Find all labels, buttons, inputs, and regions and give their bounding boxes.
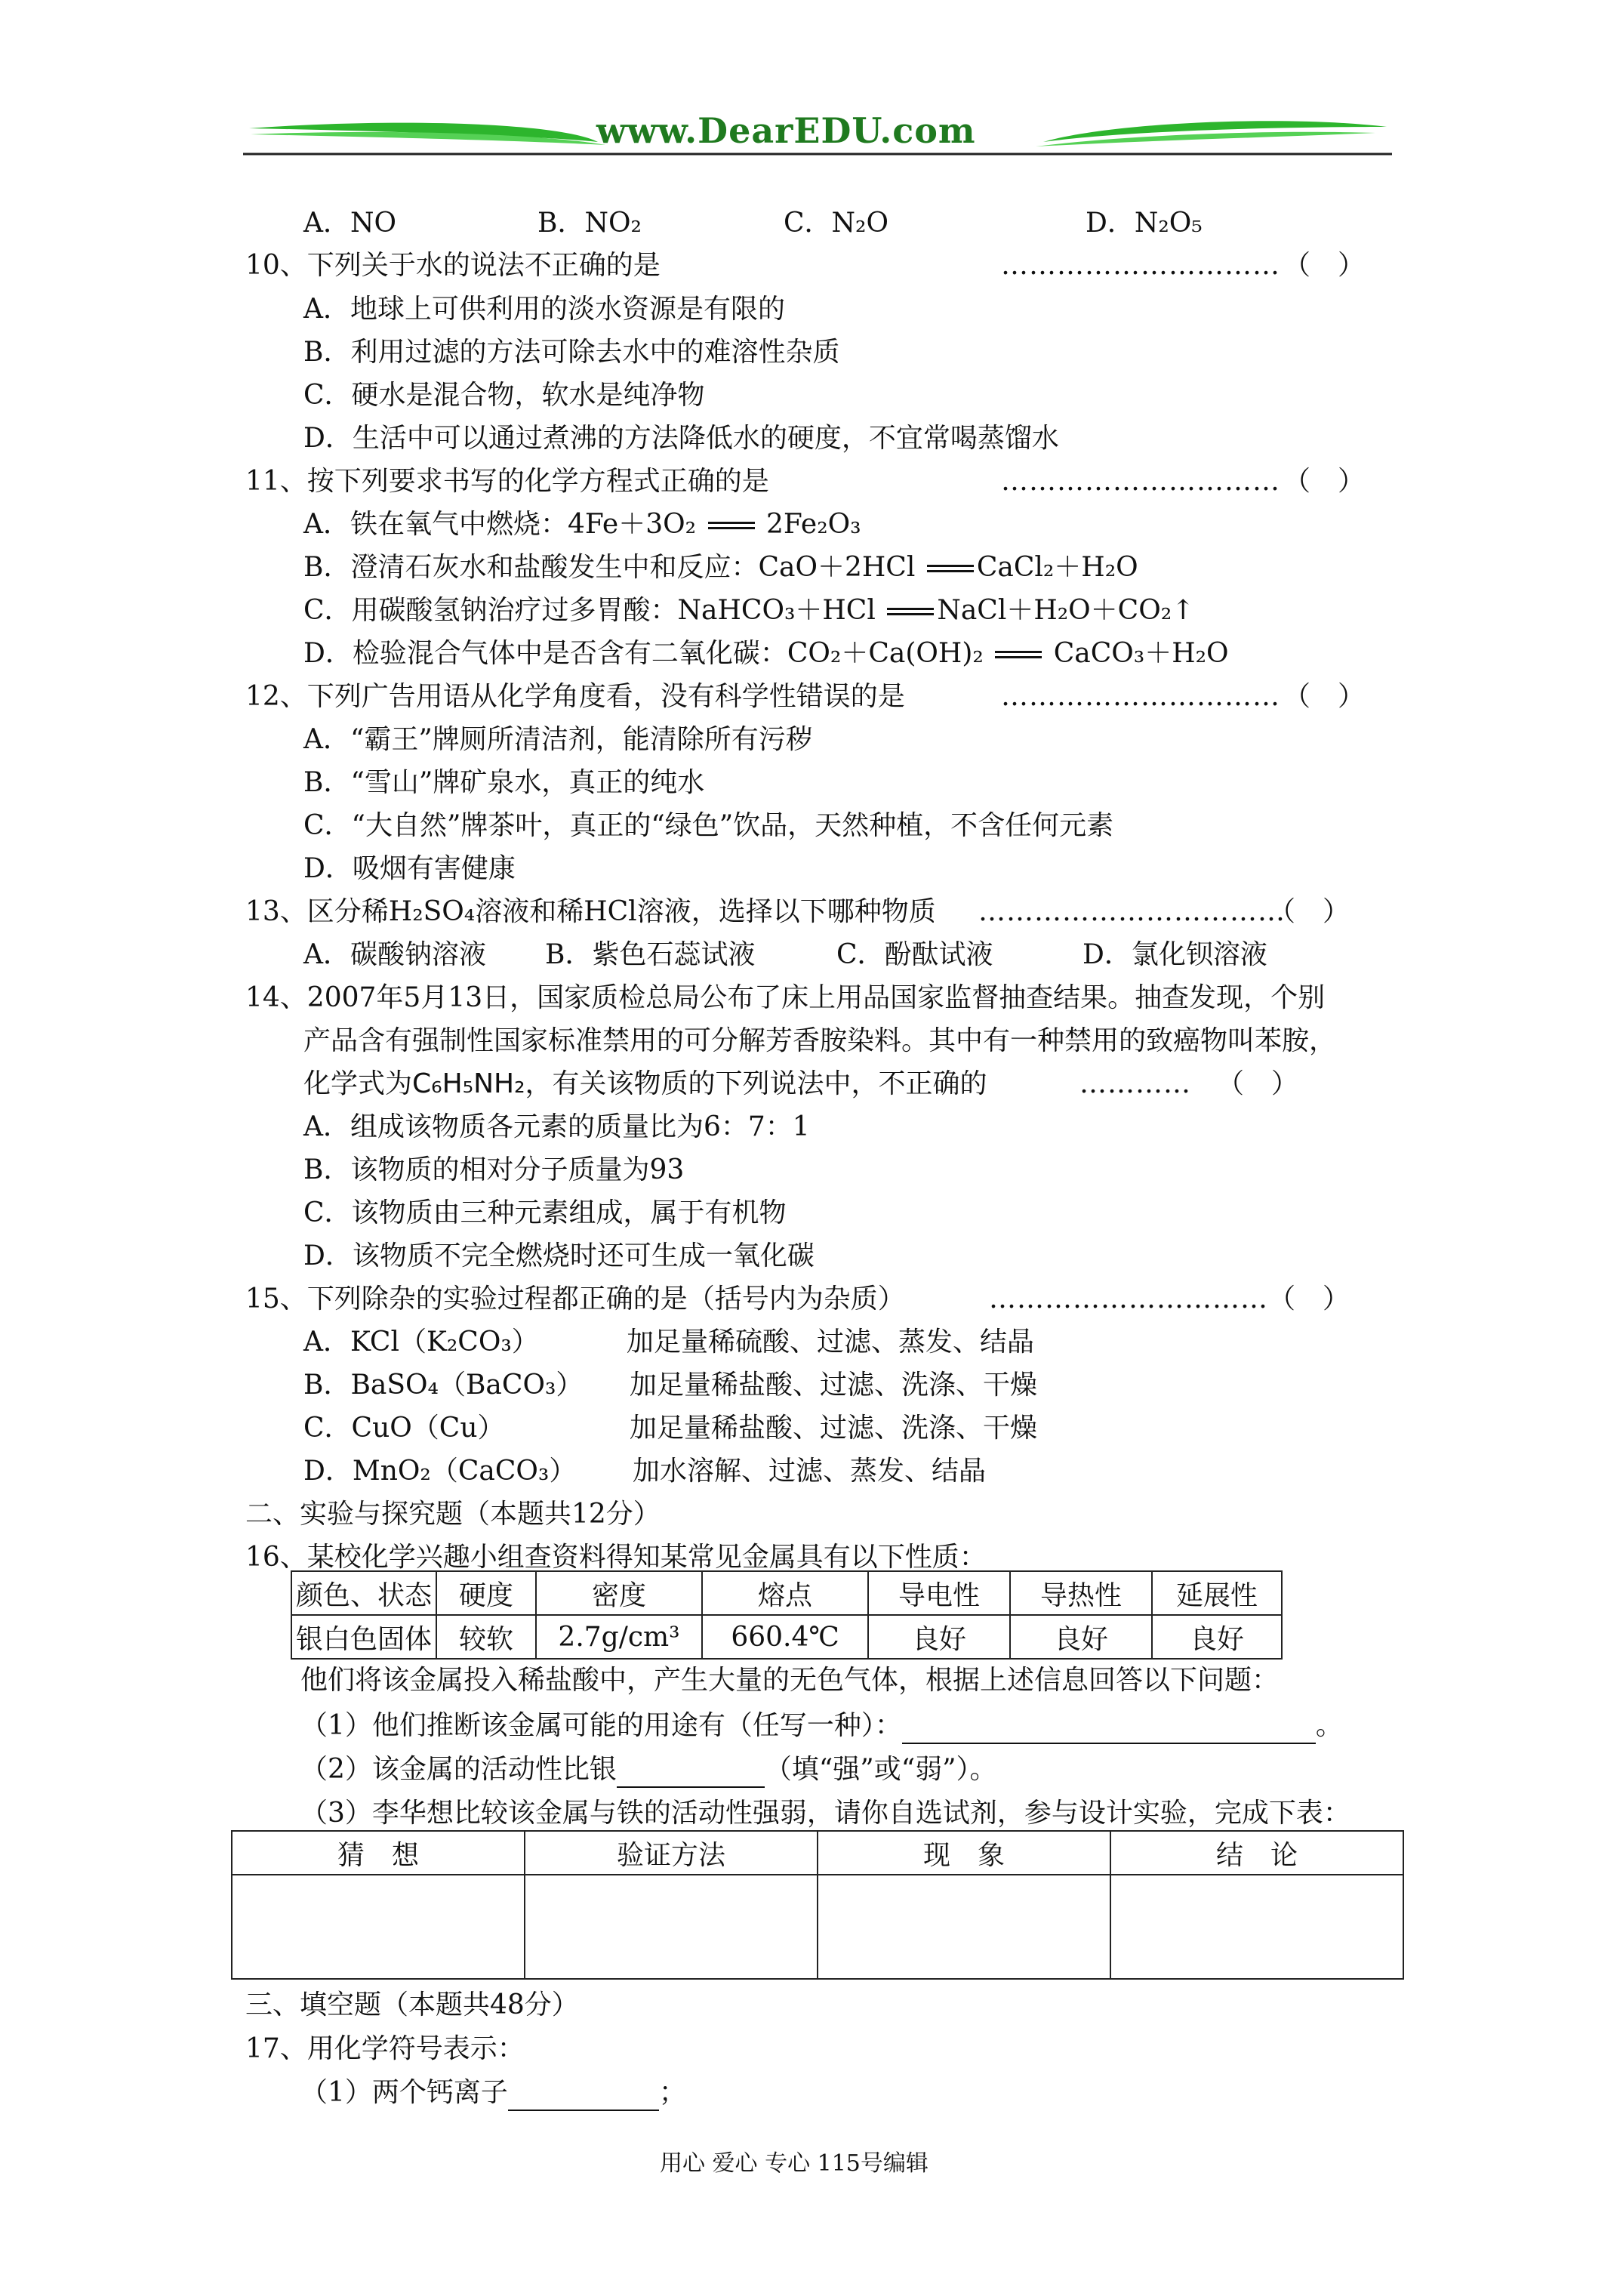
q10-option-c: C．硬水是混合物，软水是纯净物: [303, 380, 705, 411]
q17-part1-text: （1）两个钙离子: [300, 2077, 508, 2108]
q10-option-d: D．生活中可以通过煮沸的方法降低水的硬度，不宜常喝蒸馏水: [303, 423, 1059, 454]
q16-part1-answer-blank[interactable]: [902, 1714, 1316, 1744]
q11-c-text: C．用碳酸氢钠治疗过多胃酸：: [303, 595, 678, 626]
q11-option-d: [303, 636, 1229, 672]
q12-option-a: A．“霸王”牌厕所清洁剂，能清除所有污秽: [303, 724, 813, 755]
q14-option-a: A．组成该物质各元素的质量比为6：7：1: [303, 1111, 810, 1142]
q15-option-b-method: 加足量稀盐酸、过滤、洗涤、干燥: [630, 1370, 1038, 1401]
q15-option-d-substance: D．MnO₂（CaCO₃）: [303, 1456, 577, 1487]
q11-d-rhs: CaCO₃＋H₂O: [1053, 638, 1229, 669]
q13-option-a: A．碳酸钠溶液: [303, 939, 486, 970]
table-header-cell: 现 象: [818, 1831, 1110, 1875]
q11-option-c: [303, 593, 1194, 629]
q11-b-rhs: CaCl₂＋H₂O: [976, 552, 1138, 583]
q11-a-text: A．铁在氧气中燃烧：: [303, 509, 568, 540]
table-row: [291, 1571, 1282, 1615]
q11-option-b: [303, 550, 1138, 586]
q14-line3: [303, 1066, 987, 1102]
table-cell: 良好: [1152, 1615, 1282, 1659]
equals-sign-icon: [924, 564, 977, 575]
phenomenon-answer-cell[interactable]: [818, 1875, 1110, 1979]
q11-a-rhs: 2Fe₂O₃: [765, 509, 861, 540]
q16-part2-answer-blank[interactable]: [617, 1758, 765, 1788]
q16-part2-post: （填“强”或“弱”）。: [764, 1754, 997, 1785]
table-header-cell: 结 论: [1110, 1831, 1403, 1875]
table-cell: 良好: [868, 1615, 1010, 1659]
q11-a-lhs: 4Fe＋3O₂: [568, 509, 697, 540]
q10-option-b: B．利用过滤的方法可除去水中的难溶性杂质: [303, 337, 840, 368]
q10-dots: …………………………: [1001, 250, 1280, 281]
table-header-cell: 导电性: [868, 1571, 1010, 1615]
q14-option-b: B．该物质的相对分子质量为93: [303, 1154, 685, 1185]
q11-c-lhs: NaHCO₃＋HCl: [677, 595, 876, 626]
table-header-cell: 熔点: [702, 1571, 868, 1615]
q16-part1-end: 。: [1315, 1710, 1343, 1741]
q11-b-lhs: CaO＋2HCl: [758, 552, 916, 583]
q14-answer-paren: （ ）: [1217, 1068, 1299, 1099]
q14-line2: 产品含有强制性国家标准禁用的可分解芳香胺染料。其中有一种禁用的致癌物叫苯胺，: [303, 1025, 1337, 1056]
page-footer: 用心 爱心 专心 115号编辑: [660, 2150, 929, 2177]
q16-stem: 16、某校化学兴趣小组查资料得知某常见金属具有以下性质：: [245, 1542, 987, 1573]
table-cell: 660.4℃: [702, 1615, 868, 1659]
q16-part1: [300, 1708, 1343, 1744]
q16-part3: （3）李华想比较该金属与铁的活动性强弱，请你自选试剂，参与设计实验，完成下表：: [300, 1798, 1350, 1829]
q12-dots: …………………………: [1001, 681, 1280, 712]
q15-option-c-method: 加足量稀盐酸、过滤、洗涤、干燥: [630, 1413, 1038, 1444]
q9-option-a: A．NO: [303, 208, 397, 239]
q15-dots: …………………………: [989, 1284, 1268, 1314]
table-row: [291, 1615, 1282, 1659]
q14-dots: …………: [1079, 1068, 1191, 1099]
conclusion-answer-cell[interactable]: [1110, 1875, 1403, 1979]
table-cell: 2.7g/cm³: [536, 1615, 702, 1659]
q17-part1-answer-blank[interactable]: [508, 2081, 659, 2111]
q14-line1: 14、2007年5月13日，国家质检总局公布了床上用品国家监督抽查结果。抽查发现，个别: [245, 982, 1326, 1013]
q11-d-text: D．检验混合气体中是否含有二氧化碳：: [303, 638, 787, 669]
q11-d-lhs: CO₂＋Ca(OH)₂: [787, 638, 984, 669]
q13-option-c: C．酚酞试液: [836, 939, 993, 970]
method-answer-cell[interactable]: [525, 1875, 818, 1979]
q15-option-b-substance: B．BaSO₄（BaCO₃）: [303, 1370, 584, 1401]
q10-answer-paren: （ ）: [1283, 250, 1366, 281]
table-header-cell: 验证方法: [525, 1831, 818, 1875]
q10-option-a: A．地球上可供利用的淡水资源是有限的: [303, 294, 785, 325]
q11-option-a: [303, 507, 861, 543]
q17-part1: [300, 2075, 686, 2111]
q9-option-b: B．NO₂: [537, 208, 642, 239]
q14-option-d: D．该物质不完全燃烧时还可生成一氧化碳: [303, 1240, 815, 1271]
aniline-formula: C₆H₅NH₂: [412, 1068, 525, 1099]
table-header-cell: 密度: [536, 1571, 702, 1615]
q16-part2: [300, 1752, 997, 1788]
q15-answer-paren: （ ）: [1268, 1284, 1350, 1314]
q13-dots: ……………………………: [978, 896, 1286, 927]
q15-option-a-method: 加足量稀硫酸、过滤、蒸发、结晶: [627, 1327, 1035, 1358]
q11-answer-paren: （ ）: [1283, 466, 1366, 497]
header-banner: [243, 112, 1392, 159]
q9-option-d: D．N₂O₅: [1086, 208, 1203, 239]
q16-part2-pre: （2）该金属的活动性比银: [300, 1754, 617, 1785]
q16-intro: 他们将该金属投入稀盐酸中，产生大量的无色气体，根据上述信息回答以下问题：: [300, 1665, 1280, 1696]
table-header-cell: 导热性: [1010, 1571, 1152, 1615]
experiment-design-table: [231, 1830, 1404, 1980]
q10-stem: 10、下列关于水的说法不正确的是: [245, 250, 661, 281]
equals-sign-icon: [884, 607, 937, 618]
q15-option-c-substance: C．CuO（Cu）: [303, 1413, 505, 1444]
q14-line3-pre: 化学式为: [303, 1068, 413, 1099]
equals-sign-icon: [992, 650, 1045, 661]
section-2-heading: 二、实验与探究题（本题共12分）: [245, 1499, 661, 1530]
table-header-cell: 硬度: [436, 1571, 536, 1615]
q12-answer-paren: （ ）: [1283, 681, 1366, 712]
q13-option-b: B．紫色石蕊试液: [545, 939, 756, 970]
metal-properties-table: [291, 1570, 1283, 1660]
table-row: [232, 1875, 1403, 1979]
q13-answer-paren: （ ）: [1268, 896, 1350, 927]
q11-stem: 11、按下列要求书写的化学方程式正确的是: [245, 466, 769, 497]
q11-c-rhs: NaCl＋H₂O＋CO₂↑: [937, 595, 1195, 626]
table-cell: 银白色固体: [291, 1615, 436, 1659]
guess-answer-cell[interactable]: [232, 1875, 525, 1979]
q17-stem: 17、用化学符号表示：: [245, 2033, 525, 2064]
table-cell: 较软: [436, 1615, 536, 1659]
section-3-heading: 三、填空题（本题共48分）: [245, 1989, 579, 2020]
site-name: www.DearEDU.com: [596, 110, 976, 151]
q13-option-d: D．氯化钡溶液: [1083, 939, 1267, 970]
q12-option-c: C．“大自然”牌茶叶，真正的“绿色”饮品，天然种植，不含任何元素: [303, 810, 1114, 841]
q15-stem: 15、下列除杂的实验过程都正确的是（括号内为杂质）: [245, 1284, 905, 1314]
table-header-cell: 延展性: [1152, 1571, 1282, 1615]
q12-option-b: B．“雪山”牌矿泉水，真正的纯水: [303, 767, 705, 798]
q9-option-c: C．N₂O: [784, 208, 888, 239]
table-row: [232, 1831, 1403, 1875]
equals-sign-icon: [705, 521, 758, 532]
q14-option-c: C．该物质由三种元素组成，属于有机物: [303, 1197, 787, 1228]
table-header-cell: 猜 想: [232, 1831, 525, 1875]
q11-b-text: B．澄清石灰水和盐酸发生中和反应：: [303, 552, 759, 583]
q15-option-a-substance: A．KCl（K₂CO₃）: [303, 1327, 539, 1358]
table-cell: 良好: [1010, 1615, 1152, 1659]
q13-stem: 13、区分稀H₂SO₄溶液和稀HCl溶液，选择以下哪种物质: [245, 896, 936, 927]
q14-line3-post: ，有关该物质的下列说法中，不正确的: [525, 1068, 987, 1099]
q12-stem: 12、下列广告用语从化学角度看，没有科学性错误的是: [245, 681, 905, 712]
table-header-cell: 颜色、状态: [291, 1571, 436, 1615]
q17-part1-end: ；: [658, 2077, 686, 2108]
q15-option-d-method: 加水溶解、过滤、蒸发、结晶: [633, 1456, 987, 1487]
q16-part1-text: （1）他们推断该金属可能的用途有（任写一种）：: [300, 1710, 902, 1741]
q12-option-d: D．吸烟有害健康: [303, 853, 516, 884]
q11-dots: …………………………: [1001, 466, 1280, 497]
